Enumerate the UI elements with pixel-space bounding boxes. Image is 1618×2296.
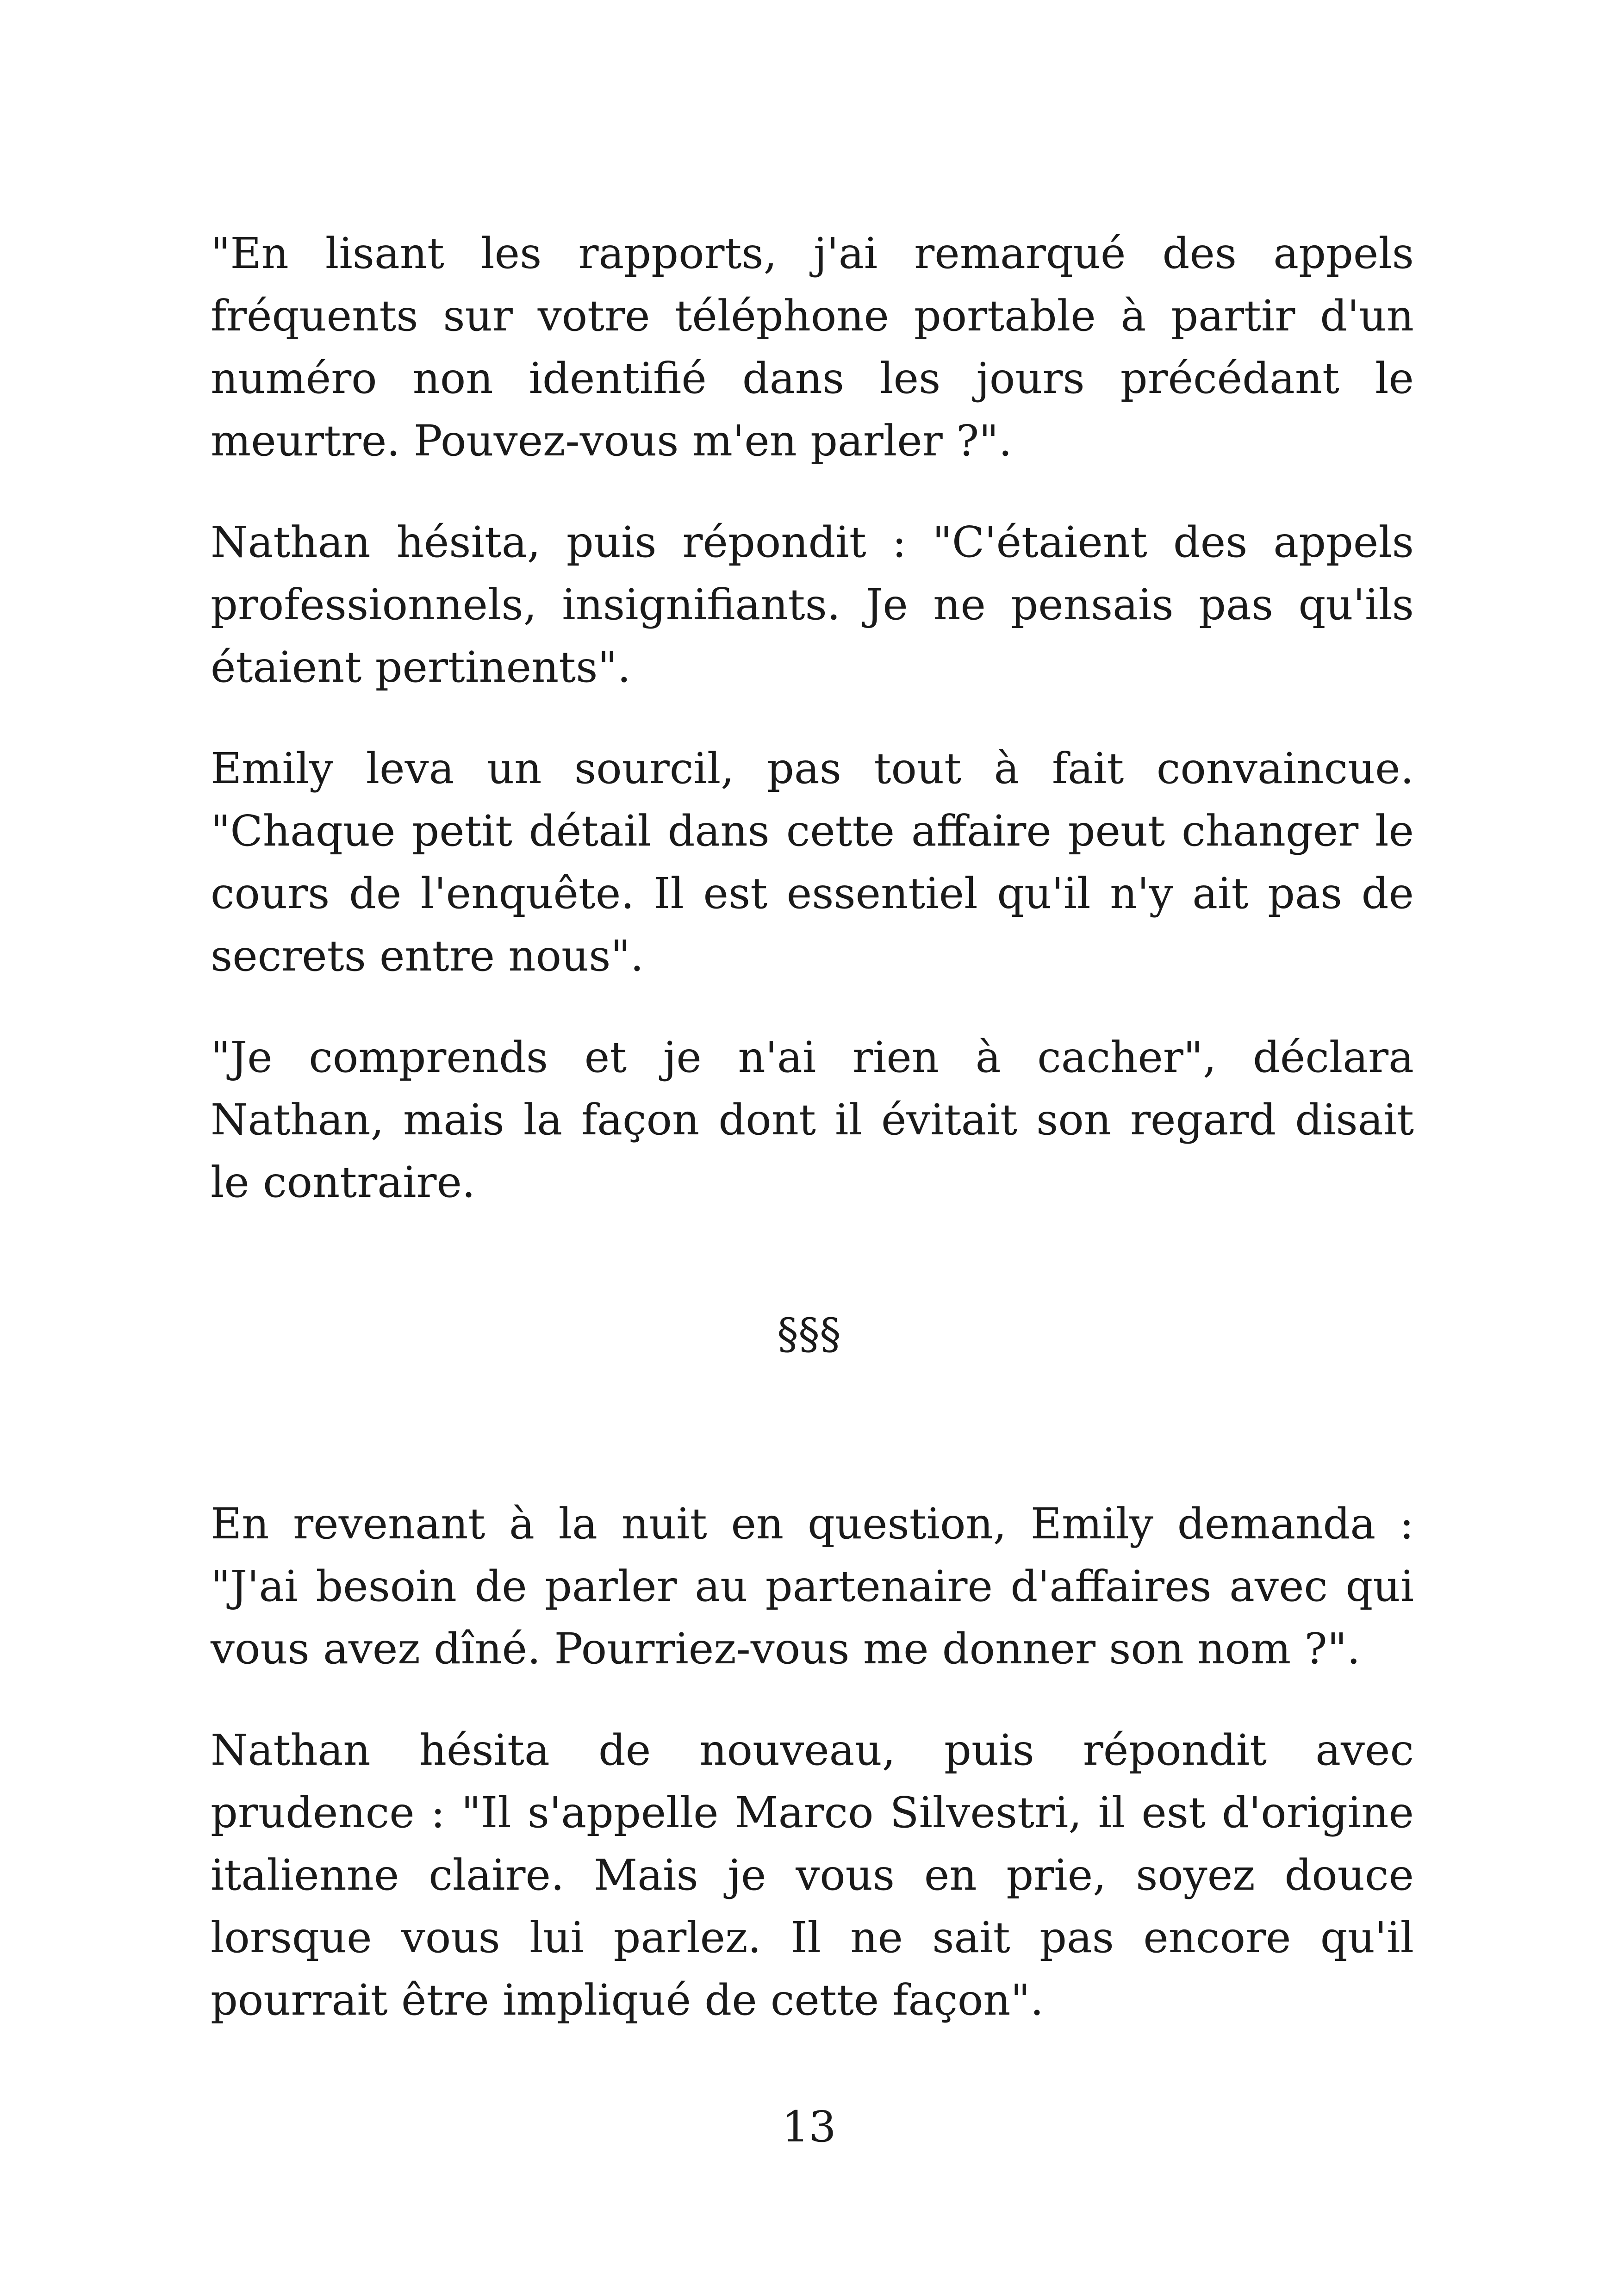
paragraph: En revenant à la nuit en question, Emily demanda : "J'ai besoin de parler au partenaire d'affaires avec qui vous avez dîné. Pourriez-vous me donner son nom ?". <box>211 1499 1414 1674</box>
text-block-bottom <box>211 1493 1414 2070</box>
paragraph: "En lisant les rapports, j'ai remarqué des appels fréquents sur votre téléphone portable à partir d'un numéro non identifié dans les jours précédant le meurtre. Pouvez-vous m'en parler ?". <box>211 229 1414 466</box>
paragraph: Emily leva un sourcil, pas tout à fait convaincue. "Chaque petit détail dans cette affaire peut changer le cours de l'enquête. Il est essentiel qu'il n'y ait pas de secrets entre nous". <box>211 744 1414 981</box>
text-block-top <box>211 222 1414 1252</box>
paragraph: Nathan hésita, puis répondit : "C'étaient des appels professionnels, insignifiants. Je ne pensais pas qu'ils étaient pertinents". <box>211 517 1414 692</box>
page-number: 13 <box>782 2102 836 2152</box>
paragraph: Nathan hésita de nouveau, puis répondit avec prudence : "Il s'appelle Marco Silvestri, il est d'origine italienne claire. Mais je vous en prie, soyez douce lorsque vous lui parlez. Il ne sait pas encore qu'il pourrait être impliqué de cette façon". <box>211 1725 1414 2025</box>
paragraph: "Je comprends et je n'ai rien à cacher", déclara Nathan, mais la façon dont il évitait son regard disait le contraire. <box>211 1033 1414 1207</box>
section-separator: §§§ <box>777 1309 841 1359</box>
